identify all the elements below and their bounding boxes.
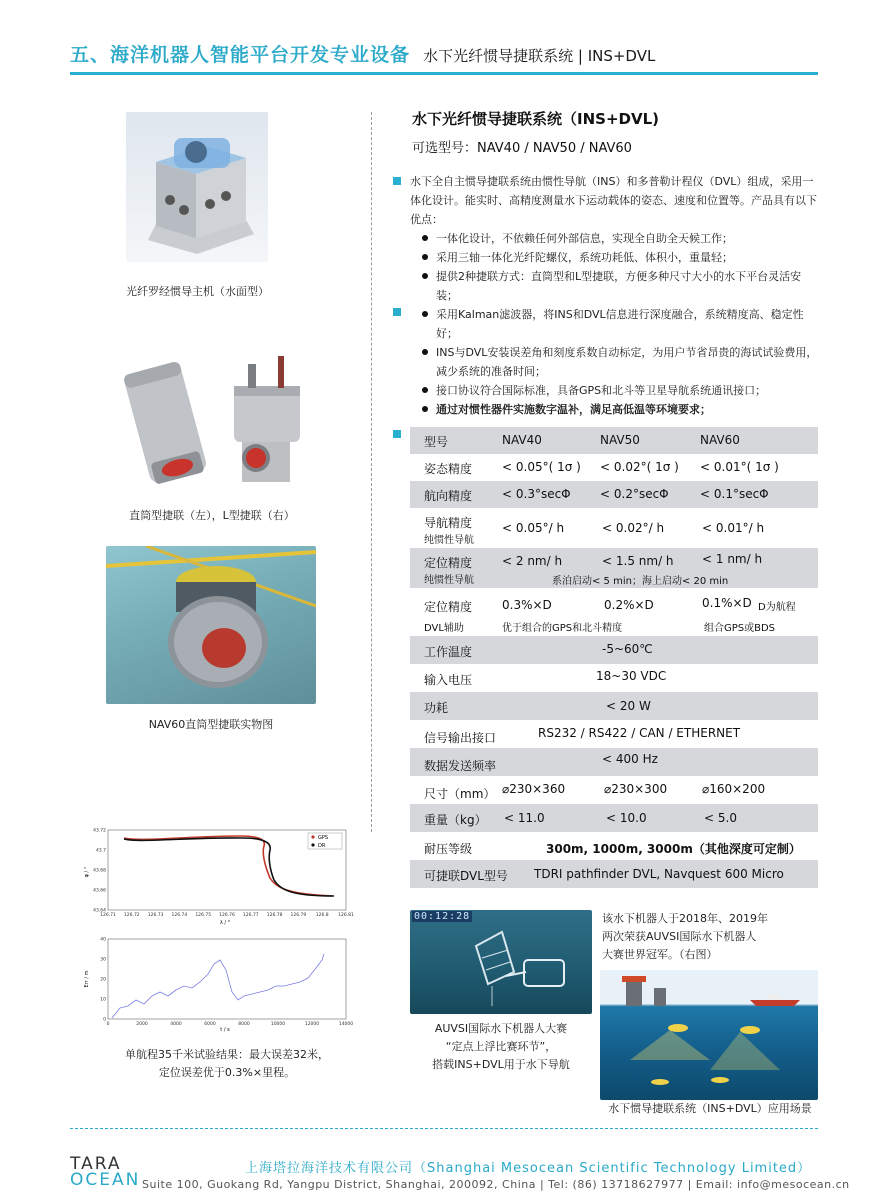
spec-row-voltage: 输入电压 18~30 VDC — [424, 669, 667, 687]
x-tick-label: 8000 — [238, 1022, 250, 1027]
bullet-square-3 — [393, 430, 401, 438]
spec-row-rate: 数据发送频率 < 400 Hz — [410, 748, 818, 776]
product-image-strapdown — [116, 346, 316, 492]
header-rule — [70, 72, 818, 75]
x-tick-label: 126.72 — [123, 913, 140, 918]
spec-row-size: 尺寸（mm） ⌀230×360 ⌀230×300 ⌀160×200 — [424, 782, 766, 801]
bullet-dot-icon — [422, 349, 428, 355]
competition-photo — [410, 910, 592, 1014]
column-divider — [371, 112, 372, 832]
caption-test-result: 单航程35千米试验结果：最大误差32米， 定位误差优于0.3%×里程。 — [125, 1048, 329, 1079]
bullet-dot-icon — [422, 273, 428, 279]
caption-competition: AUVSI国际水下机器人大赛 “定点上浮比赛环节”， 搭载INS+DVL用于水下导航 — [432, 1022, 570, 1071]
spec-row-header: 型号 NAV40 NAV50 NAV60 — [410, 427, 818, 454]
application-scene — [600, 970, 818, 1100]
x-tick-label: 14000 — [338, 1022, 354, 1027]
y-tick-label: 0 — [103, 1017, 106, 1023]
x-tick-label: 126.79 — [290, 913, 307, 918]
spec-row-weight: 重量（kg） < 11.0 < 10.0 < 5.0 — [410, 804, 818, 832]
feature-item: 提供2种捷联方式：直筒型和L型捷联，方便多种尺寸大小的水下平台灵活安装； — [420, 267, 820, 305]
x-tick-label: 12000 — [304, 1022, 320, 1027]
feature-item: 采用三轴一体化光纤陀螺仪，系统功耗低、体积小，重量轻； — [420, 248, 820, 267]
feature-item: 通过对惯性器件实施数字温补，满足高低温等环境要求； — [420, 400, 820, 419]
chart1-xlabel: λ / ° — [219, 920, 231, 926]
y-tick-label: 30 — [100, 957, 106, 963]
bullet-square-1 — [393, 177, 401, 185]
feature-item: 采用Kalman滤波器，将INS和DVL信息进行深度融合，系统精度高、稳定性好； — [420, 305, 820, 343]
y-tick-label: 43.64 — [93, 908, 106, 914]
spec-row-interface: 信号输出接口 RS232 / RS422 / CAN / ETHERNET — [424, 726, 741, 745]
spec-row-heading: 航向精度 < 0.3°secΦ < 0.2°secΦ < 0.1°secΦ — [410, 481, 818, 508]
spec-row-dvl: 定位精度 DVL辅助 0.3%×D 0.2%×D 0.1%×D D为航程 优于组合的GPS和北斗精度 组合GPS或BDS — [424, 596, 796, 634]
logo-line-bottom: OCEAN — [70, 1170, 141, 1190]
product-models: 可选型号：NAV40 / NAV50 / NAV60 — [412, 141, 632, 156]
x-tick-label: 126.75 — [195, 913, 212, 918]
y-tick-label: 43.66 — [93, 888, 106, 894]
x-tick-label: 126.74 — [171, 913, 188, 918]
spec-row-nav: 导航精度 纯惯性导航 < 0.05°/ h < 0.02°/ h < 0.01°/ h — [424, 516, 765, 546]
x-tick-label: 126.78 — [266, 913, 283, 918]
caption-host: 光纤罗经惯导主机（水面型） — [126, 285, 269, 298]
feature-item: INS与DVL安装误差角和刻度系数自动标定，为用户节省昂贵的海试试验费用，减少系统的准备时间； — [420, 343, 820, 381]
x-tick-label: 126.8 — [315, 913, 329, 918]
spec-row-temp: 工作温度 -5~60℃ — [410, 636, 818, 664]
x-tick-label: 126.77 — [242, 913, 259, 918]
x-tick-label: 0 — [106, 1022, 110, 1027]
feature-item: 一体化设计，不依赖任何外部信息，实现全自助全天候工作； — [420, 229, 820, 248]
feature-list — [420, 229, 820, 419]
chart2-xlabel: t / s — [220, 1027, 230, 1033]
x-tick-label: 126.81 — [338, 913, 354, 918]
x-tick-label: 126.76 — [219, 913, 235, 918]
spec-row-pos: 定位精度 纯惯性导航 < 2 nm/ h < 1.5 nm/ h < 1 nm/ h 系泊启动< 5 min；海上启动< 20 min — [410, 548, 818, 588]
legend-dr: DR — [318, 843, 326, 849]
x-tick-label: 126.71 — [100, 913, 116, 918]
chart1-ylabel: φ / ° — [84, 866, 90, 878]
spec-row-dvl-models: 可捷联DVL型号 TDRI pathfinder DVL, Navquest 600 Micro — [410, 860, 818, 888]
bullet-dot-icon — [422, 387, 428, 393]
spec-row-pressure: 耐压等级 300m, 1000m, 3000m（其他深度可定制） — [424, 842, 801, 856]
page-header — [70, 40, 655, 74]
product-photo-nav60 — [106, 546, 316, 704]
caption-scene: 水下惯导捷联系统（INS+DVL）应用场景 — [608, 1102, 812, 1115]
feature-item: 接口协议符合国际标准，具备GPS和北斗等卫星导航系统通讯接口； — [420, 381, 820, 400]
section-title: 五、海洋机器人智能平台开发专业设备 — [70, 44, 411, 66]
y-tick-label: 40 — [100, 937, 106, 943]
product-title: 水下光纤惯导捷联系统（INS+DVL) — [412, 110, 659, 128]
spec-row-attitude: 姿态精度 < 0.05°( 1σ ) < 0.02°( 1σ ) < 0.01°( 1σ ) — [424, 460, 779, 476]
company-address: Suite 100, Guokang Rd, Yangpu District, Shanghai, 200092, China | Tel: (86) 13718627977 | Email: info@mesocean.cn — [142, 1178, 850, 1191]
x-tick-label: 126.73 — [147, 913, 164, 918]
y-tick-label: 20 — [100, 977, 106, 983]
caption-award: 该水下机器人于2018年、2019年 两次荣获AUVSI国际水下机器人 大赛世界冠军。（右图） — [602, 912, 768, 961]
caption-strapdown: 直筒型捷联（左），L型捷联（右） — [129, 509, 295, 522]
x-tick-label: 4000 — [170, 1022, 182, 1027]
x-tick-label: 2000 — [136, 1022, 148, 1027]
product-intro: 水下全自主惯导捷联系统由惯性导航（INS）和多普勒计程仪（DVL）组成，采用一体化设计。能实时、高精度测量水下运动载体的姿态、速度和位置等。产品具有以下优点： — [410, 175, 817, 226]
x-tick-label: 6000 — [204, 1022, 216, 1027]
legend-gps: GPS — [318, 835, 329, 841]
company-name: 上海塔拉海洋技术有限公司（Shanghai Mesocean Scientific Technology Limited） — [245, 1161, 812, 1176]
footer-rule — [70, 1128, 818, 1129]
bullet-square-2 — [393, 308, 401, 316]
y-tick-label: 43.68 — [93, 868, 106, 874]
product-image-host — [126, 112, 268, 262]
section-subtitle: 水下光纤惯导捷联系统 | INS+DVL — [423, 47, 656, 65]
bullet-dot-icon — [422, 311, 428, 317]
y-tick-label: 43.72 — [93, 828, 106, 834]
caption-nav60: NAV60直筒型捷联实物图 — [148, 718, 274, 731]
y-tick-label: 43.7 — [95, 848, 106, 854]
x-tick-label: 10000 — [270, 1022, 286, 1027]
bullet-dot-icon — [422, 254, 428, 260]
video-timer: 00:12:28 — [414, 911, 471, 922]
spec-row-power: 功耗 < 20 W — [410, 692, 818, 720]
chart2-ylabel: Err / m — [84, 970, 90, 988]
error-chart — [80, 934, 354, 1034]
spec-table — [410, 427, 818, 888]
y-tick-label: 10 — [100, 997, 106, 1003]
bullet-dot-icon — [422, 235, 428, 241]
logo-line-top: TARA — [70, 1154, 122, 1174]
trajectory-chart — [80, 824, 354, 930]
company-logo — [70, 1156, 140, 1188]
bullet-dot-icon — [422, 406, 428, 412]
